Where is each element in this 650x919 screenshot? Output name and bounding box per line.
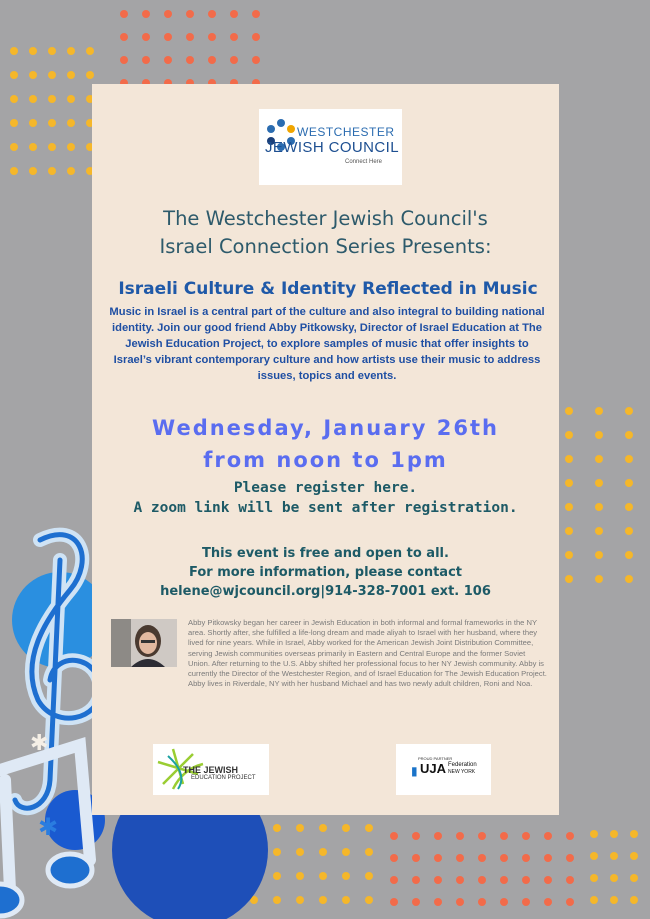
series-heading-line2: Israel Connection Series Presents: (159, 235, 492, 258)
zoom-note: A zoom link will be sent after registration. (133, 500, 518, 516)
logo-tagline: Connect Here (345, 159, 383, 165)
register-link[interactable]: Please register here. (233, 480, 418, 496)
contact-prompt: For more information, please contact (188, 565, 463, 580)
event-title: Israeli Culture & Identity Reflected in Music (118, 279, 538, 299)
uja-proud-partner: PROUD PARTNER (418, 756, 453, 761)
uja-text: UJA (420, 761, 447, 776)
logo-line2: JEWISH COUNCIL (265, 139, 399, 156)
uja-federation: Federation (448, 762, 477, 768)
uja-federation-logo (396, 744, 491, 795)
sparkle-blue-icon: ✱ (38, 813, 59, 841)
wjc-logo (259, 109, 402, 185)
jep-line2: EDUCATION PROJECT (191, 775, 256, 781)
jewish-education-project-logo (153, 744, 269, 795)
event-time: from noon to 1pm (203, 448, 448, 472)
sparkle-icon: ✱ (30, 731, 49, 756)
series-heading-line1: The Westchester Jewish Council's (163, 207, 488, 230)
free-event-note: This event is free and open to all. (202, 546, 449, 561)
contact-info (92, 544, 559, 601)
speaker-bio: Abby Pitkowsky began her career in Jewish Education in both informal and formal frameworks in the NY area. Shortly after, she fulfilled a life-long dream and made aliyah to Israel with her husband, where they lived for nine years. While in Israel, Abby worked for the American Jewish Joint Distribution Committee, serving Jewish communities overseas primarily in Eastern and Central Europe and the former Soviet Union. After returning to the U.S. Abby shifted her professional focus to her NY Jewish community. Abby is currently the Director of the Westchester Region, and of Israel Education for The Jewish Education Project. Abby lives in Riverdale, NY with her husband Michael and has two newly adult children, Roni and Noa. (188, 618, 547, 689)
logo-line1: WESTCHESTER (297, 125, 395, 139)
uja-newyork: NEW YORK (448, 769, 476, 775)
flame-icon: ▮ (411, 764, 418, 778)
jep-line1: THE JEWISH (183, 765, 239, 775)
speaker-photo (111, 619, 177, 667)
event-description: Music in Israel is a central part of the culture and also integral to building national identity. Join our good friend Abby Pitkowsky, Director of Israel Education at The Jewish Education Project, to explore samples of music that offer insights to Israel’s vibrant contemporary culture and how artists use their music to address issues, topics and events. (109, 306, 545, 382)
contact-email-phone[interactable]: helene@wjcouncil.org|914-328-7001 ext. 106 (160, 584, 491, 599)
flyer-card (92, 84, 559, 815)
event-date: Wednesday, January 26th (152, 416, 499, 440)
